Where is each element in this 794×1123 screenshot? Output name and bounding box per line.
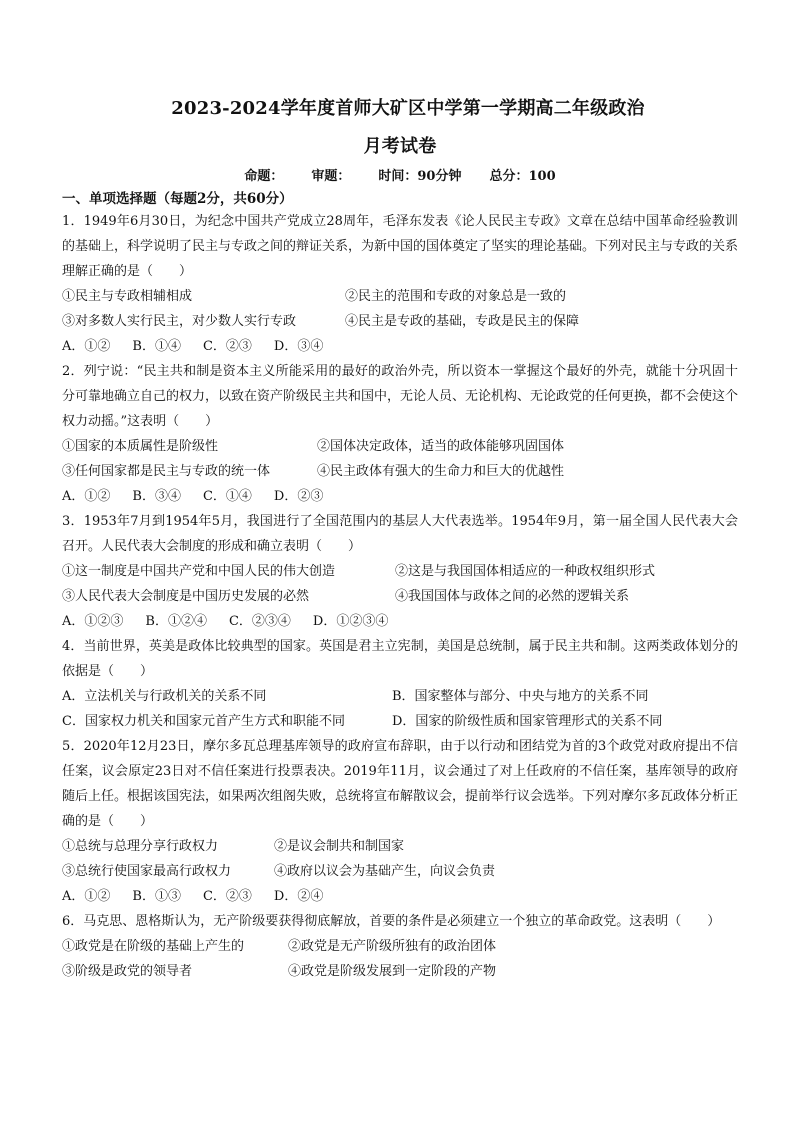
option-row — [62, 334, 738, 359]
option-a: A．①②③ — [62, 614, 124, 629]
option-a: A．①② — [62, 489, 111, 504]
statement: ③对多数人实行民主，对少数人实行专政 — [62, 314, 297, 329]
option-b: B．③④ — [132, 489, 181, 504]
statement-row — [62, 459, 738, 484]
statement: ②政党是无产阶级所独有的政治团体 — [288, 939, 497, 954]
statement: ③人民代表大会制度是中国历史发展的必然 — [62, 589, 310, 604]
choice-row — [62, 684, 738, 709]
statement: ①政党是在阶级的基础上产生的 — [62, 939, 245, 954]
meta-score: 总分：100 — [489, 169, 556, 184]
statement-row — [62, 284, 738, 309]
statement: ①这一制度是中国共产党和中国人民的伟大创造 — [62, 564, 336, 579]
option-b: B．①②④ — [145, 614, 207, 629]
option-d: D．③④ — [273, 339, 324, 354]
statement: ②这是与我国国体相适应的一种政权组织形式 — [395, 564, 656, 579]
statement-row — [62, 959, 738, 984]
meta-reviewer: 审题： — [311, 169, 351, 184]
question-stem: 2．列宁说：“民主共和制是资本主义所能采用的最好的政治外壳，所以资本一掌握这个最好的外壳，就能十分巩固十分可靠地确立自己的权力，以致在资产阶级民主共和国中，无论人员、无论机构、无论政党的任何更换，都不会使这个权力动摇。”这表明（ ） — [62, 364, 739, 429]
statement: ②是议会制共和制国家 — [274, 839, 405, 854]
option-d: D．②④ — [273, 889, 324, 904]
exam-title-line1: 2023-2024学年度首师大矿区中学第一学期高二年级政治 — [171, 98, 645, 119]
question-1 — [62, 209, 738, 359]
statement-row — [62, 834, 738, 859]
option-a: A．①② — [62, 889, 111, 904]
statement: ③任何国家都是民主与专政的统一体 — [62, 464, 271, 479]
question-stem: 3．1953年7月到1954年5月，我国进行了全国范围内的基层人大代表选举。1954年9月，第一届全国人民代表大会召开。人民代表大会制度的形成和确立表明（ ） — [62, 514, 738, 554]
question-stem: 5．2020年12月23日，摩尔多瓦总理基库领导的政府宣布辞职，由于以行动和团结党为首的3个政党对政府提出不信任案，议会原定23日对不信任案进行投票表决。2019年11月，议会通过了对上任政府的不信任案，基库领导的政府随后上任。根据该国宪法，如果两次组阁失败，总统将宣布解散议会，提前举行议会选举。下列对摩尔多瓦政体分析正确的是（ ） — [62, 739, 739, 829]
statement: ④政党是阶级发展到一定阶段的产物 — [288, 964, 497, 979]
option-row — [62, 609, 738, 634]
statement-row — [62, 584, 738, 609]
statement: ④我国国体与政体之间的必然的逻辑关系 — [395, 589, 630, 604]
option-b: B．①③ — [132, 889, 181, 904]
option-c: C．②③ — [202, 889, 252, 904]
meta-author: 命题： — [244, 169, 284, 184]
statement: ④民主是专政的基础，专政是民主的保障 — [345, 314, 580, 329]
choice-row — [62, 709, 738, 734]
option-a: A．立法机关与行政机关的关系不同 — [62, 689, 267, 704]
question-stem: 1．1949年6月30日，为纪念中国共产党成立28周年，毛泽东发表《论人民民主专政》文章在总结中国革命经验教训的基础上，科学说明了民主与专政之间的辩证关系，为新中国的国体奠定了坚实的理论基础。下列对民主与专政的关系理解正确的是（ ） — [62, 214, 739, 279]
question-5 — [62, 734, 738, 909]
option-c: C．①④ — [202, 489, 252, 504]
statement-row — [62, 434, 738, 459]
statement: ④政府以议会为基础产生，向议会负责 — [274, 864, 496, 879]
exam-page — [62, 96, 738, 984]
meta-time: 时间：90分钟 — [378, 169, 462, 184]
question-2 — [62, 359, 738, 509]
statement-row — [62, 309, 738, 334]
exam-meta — [62, 168, 738, 186]
option-a: A．①② — [62, 339, 111, 354]
statement: ②国体决定政体，适当的政体能够巩固国体 — [317, 439, 565, 454]
statement: ④民主政体有强大的生命力和巨大的优越性 — [317, 464, 565, 479]
question-stem: 6．马克思、恩格斯认为，无产阶级要获得彻底解放，首要的条件是必须建立一个独立的革命政党。这表明（ ） — [62, 914, 721, 929]
exam-title-line2: 月考试卷 — [363, 136, 437, 157]
statement: ③总统行使国家最高行政权力 — [62, 864, 232, 879]
statement-row — [62, 859, 738, 884]
option-d: D．国家的阶级性质和国家管理形式的关系不同 — [392, 714, 663, 729]
statement: ①国家的本质属性是阶级性 — [62, 439, 219, 454]
option-c: C．②③④ — [228, 614, 291, 629]
statement: ①民主与专政相辅相成 — [62, 289, 193, 304]
option-d: D．②③ — [273, 489, 324, 504]
option-c: C．②③ — [202, 339, 252, 354]
statement-row — [62, 559, 738, 584]
question-6 — [62, 909, 738, 984]
section-heading: 一、单项选择题（每题2分，共60分） — [62, 191, 293, 207]
statement: ②民主的范围和专政的对象总是一致的 — [345, 289, 567, 304]
statement: ①总统与总理分享行政权力 — [62, 839, 219, 854]
statement-row — [62, 934, 738, 959]
option-row — [62, 484, 738, 509]
option-row — [62, 884, 738, 909]
question-4 — [62, 634, 738, 734]
statement: ③阶级是政党的领导者 — [62, 964, 193, 979]
question-3 — [62, 509, 738, 634]
option-b: B．国家整体与部分、中央与地方的关系不同 — [392, 689, 649, 704]
option-d: D．①②③④ — [312, 614, 389, 629]
option-c: C．国家权力机关和国家元首产生方式和职能不同 — [62, 714, 345, 729]
option-b: B．①④ — [132, 339, 181, 354]
question-stem: 4．当前世界，英美是政体比较典型的国家。英国是君主立宪制，美国是总统制，属于民主共和制。这两类政体划分的依据是（ ） — [62, 639, 738, 679]
